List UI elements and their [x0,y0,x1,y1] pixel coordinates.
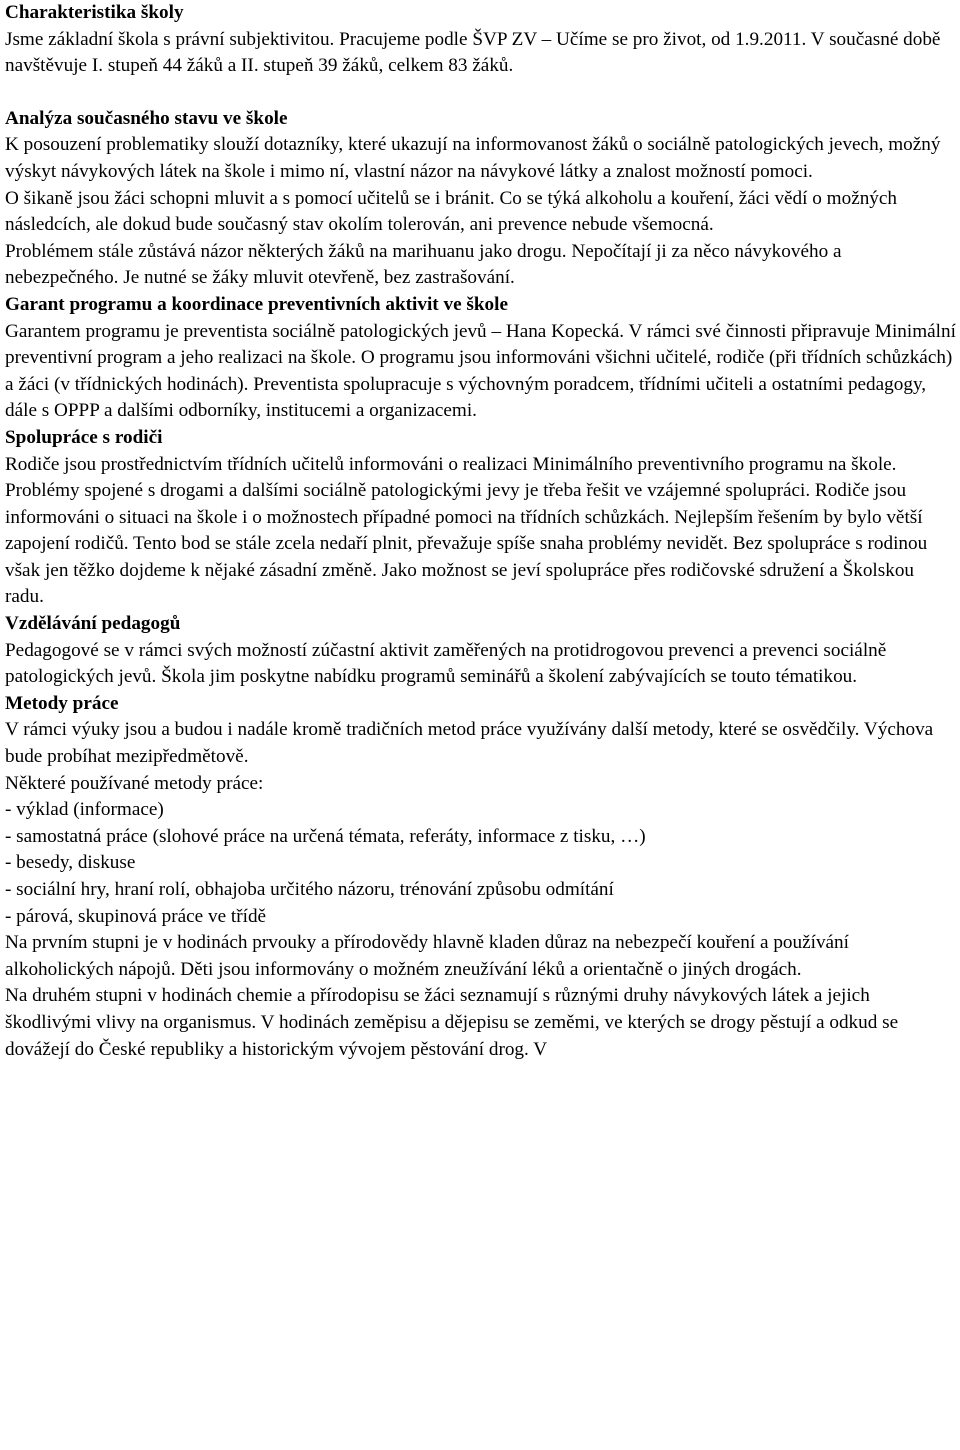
list-item: - besedy, diskuse [5,852,136,874]
paragraph-characteristics: Jsme základní škola s právní subjektivitou. Pracujeme podle ŠVP ZV – Učíme se pro život, od 1.9.2011. V současné době navštěvuje I. stupeň 44 žáků a II. stupeň 39 žáků, celkem 83 žáků. [5,28,941,77]
paragraph-education: Pedagogové se v rámci svých možností zúčastní aktivit zaměřených na protidrogovou prevenci a prevenci sociálně patologických jevů. Škola jim poskytne nabídku programů seminářů a školení zabývajících se touto tématikou. [5,639,887,688]
paragraph-first-stage: Na prvním stupni je v hodinách prvouky a přírodovědy hlavně kladen důraz na nebezpečí kouření a používání alkoholických nápojů. Děti jsou informovány o možném zneužívání léků a orientačně o jiných drogách. [5,932,849,980]
list-item: - párová, skupinová práce ve třídě [5,905,267,927]
analysis-section [5,106,957,292]
paragraph-analysis-2: O šikaně jsou žáci schopni mluvit a s pomocí učitelů se i bránit. Co se týká alkoholu a kouření, žáci vědí o možných následcích, ale dokud bude současný stav okolím tolerován, ani prevence nebude všemocná. [5,187,898,236]
heading-methods: Metody práce [5,692,119,714]
methods-list [5,797,957,930]
heading-guarantor: Garant programu a koordinace preventivních aktivit ve škole [5,293,508,315]
paragraph-methods-intro: V rámci výuky jsou a budou i nadále kromě tradičních metod práce využívány další metody, které se osvědčily. Výchova bude probíhat mezipředmětově. [5,719,934,768]
list-item: - samostatná práce (slohové práce na určená témata, referáty, informace z tisku, …) [5,825,646,847]
paragraph-analysis-3: Problémem stále zůstává názor některých žáků na marihuanu jako drogu. Nepočítají ji za něco návykového a nebezpečného. Je nutné se žáky mluvit otevřeně, bez zastrašování. [5,240,842,289]
paragraph-second-stage: Na druhém stupni v hodinách chemie a přírodopisu se žáci seznamují s různými druhy návykových látek a jejich škodlivými vlivy na organismus. V hodinách zeměpisu a dějepisu se zeměmi, ve kterých se drogy pěstují a odkud se dovážejí do České republiky a historickým vývojem pěstování drog. V [5,985,899,1060]
heading-parents: Spolupráce s rodiči [5,426,163,448]
list-item: - výklad (informace) [5,799,164,821]
paragraph-analysis-1: K posouzení problematiky slouží dotazníky, které ukazují na informovanost žáků o sociálně patologických jevech, možný výskyt návykových látek na škole i mimo ní, vlastní názor na návykové látky a znalost možností pomoci. [5,134,941,182]
document-page [5,0,957,1063]
heading-analysis: Analýza současného stavu ve škole [5,107,288,129]
paragraph-parents: Rodiče jsou prostřednictvím třídních učitelů informováni o realizaci Minimálního preventivního programu na škole. Problémy spojené s drogami a dalšími sociálně patologickými jevy je třeba řešit ve vzájemné spolupráci. Rodiče jsou informováni o situaci na škole i o možnostech případné pomoci na třídních schůzkách. Nejlepším řešením by bylo větší zapojení rodičů. Tento bod se stále zcela nedaří plnit, převažuje spíše snaha problémy nevidět. Bez spolupráce s rodinou však jen těžko dojdeme k nějaké zásadní změně. Jako možnost se jeví spolupráce přes rodičovské sdružení a Školskou radu. [5,453,928,608]
heading-education: Vzdělávání pedagogů [5,613,181,635]
heading-characteristics: Charakteristika školy [5,2,184,23]
methods-list-title: Některé používané metody práce: [5,772,264,794]
list-item: - sociální hry, hraní rolí, obhajoba určitého názoru, trénování způsobu odmítání [5,879,614,900]
paragraph-guarantor: Garantem programu je preventista sociálně patologických jevů – Hana Kopecká. V rámci své činnosti připravuje Minimální preventivní program a jeho realizaci na škole. O programu jsou informováni všichni učitelé, rodiče (při třídních schůzkách) a žáci (v třídnických hodinách). Preventista spolupracuje s výchovným poradcem, třídními učiteli a ostatními pedagogy, dále s OPPP a dalšími odborníky, institucemi a organizacemi. [5,320,956,422]
